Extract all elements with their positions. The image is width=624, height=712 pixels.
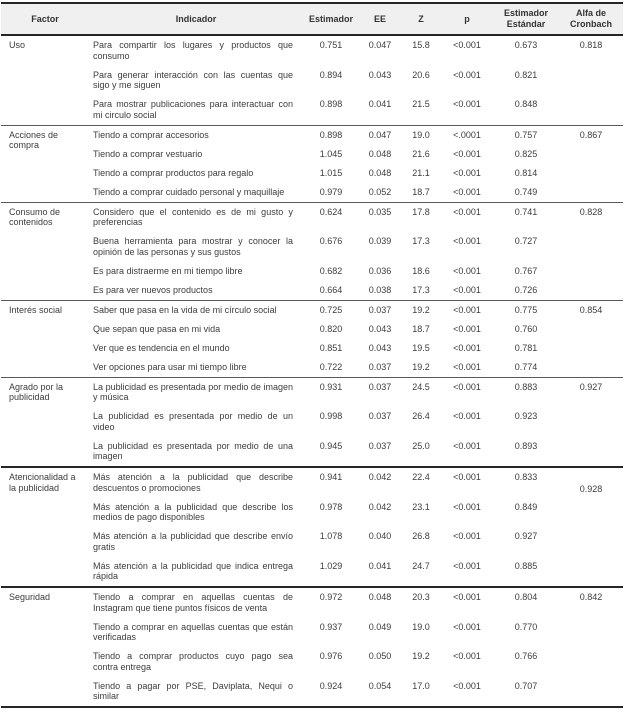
eststd-cell: 0.927 xyxy=(514,531,538,541)
eststd-cell: 0.781 xyxy=(514,342,538,353)
factor-section xyxy=(1,35,623,125)
column-header-ee: EE xyxy=(359,3,401,35)
estimador-cell: 0.979 xyxy=(319,186,343,197)
p-cell: <0.001 xyxy=(453,651,481,661)
eststd-cell: 0.707 xyxy=(514,680,538,691)
estimador-cell: 0.624 xyxy=(303,202,359,232)
z-cell: 24.5 xyxy=(401,377,441,407)
indicador-cell: Más atención a la publicidad que describe los medios de pago disponibles xyxy=(93,501,293,522)
estimador-cell: 0.722 xyxy=(319,361,343,372)
p-cell: <0.001 xyxy=(453,69,481,80)
factor-section xyxy=(1,300,623,377)
estimador-cell: 1.078 xyxy=(319,531,343,541)
indicator-row xyxy=(1,358,623,378)
z-cell: 21.5 xyxy=(412,99,430,109)
indicador-cell: Ver que es tendencia en el mundo xyxy=(93,342,230,353)
z-cell: 17.3 xyxy=(412,236,430,246)
z-cell: 19.2 xyxy=(412,361,430,372)
indicator-row xyxy=(1,320,623,339)
estimador-cell: 0.998 xyxy=(319,411,343,421)
ee-cell: 0.042 xyxy=(368,501,392,512)
factor-section xyxy=(1,377,623,467)
eststd-cell: 0.893 xyxy=(514,440,538,451)
eststd-cell: 0.767 xyxy=(514,265,538,276)
estimador-cell: 0.931 xyxy=(303,377,359,407)
estimador-cell: 0.725 xyxy=(303,300,359,320)
column-header-p: p xyxy=(441,3,493,35)
indicador-cell: Tiendo a pagar por PSE, Daviplata, Nequi o similar xyxy=(93,680,293,701)
indicador-cell: Tiendo a comprar cuidado personal y maquillaje xyxy=(93,186,285,197)
indicator-row xyxy=(1,66,623,96)
indicador-cell: Tiendo a comprar vestuario xyxy=(93,148,203,159)
factor-section xyxy=(1,587,623,707)
p-cell: <0.001 xyxy=(453,265,481,276)
factor-cell: Seguridad xyxy=(1,587,89,707)
indicator-row xyxy=(1,202,623,232)
p-cell: <0.001 xyxy=(441,202,493,232)
ee-cell: 0.047 xyxy=(359,125,401,145)
indicator-row xyxy=(1,467,623,498)
indicator-row xyxy=(1,145,623,164)
z-cell: 19.0 xyxy=(412,621,430,632)
eststd-cell: 0.757 xyxy=(493,125,559,145)
indicador-cell: La publicidad es presentada por medio de un video xyxy=(93,411,293,432)
ee-cell: 0.040 xyxy=(368,531,392,541)
estimador-cell: 0.898 xyxy=(319,99,343,109)
p-cell: <0.001 xyxy=(453,560,481,571)
indicator-row xyxy=(1,95,623,125)
estimador-cell: 0.972 xyxy=(303,587,359,618)
ee-cell: 0.042 xyxy=(359,467,401,498)
indicador-cell: Es para ver nuevos productos xyxy=(93,284,213,295)
eststd-cell: 0.825 xyxy=(514,148,538,159)
z-cell: 20.3 xyxy=(401,587,441,618)
z-cell: 21.1 xyxy=(412,167,430,178)
indicador-cell: La publicidad es presentada por medio de una imagen xyxy=(93,440,293,461)
ee-cell: 0.049 xyxy=(368,621,392,632)
indicador-cell: La publicidad es presentada por medio de imagen y música xyxy=(89,377,303,407)
estimador-cell: 0.751 xyxy=(319,40,343,50)
indicador-cell: Saber que pasa en la vida de mi círculo social xyxy=(89,300,303,320)
eststd-cell: 0.770 xyxy=(514,621,538,632)
ee-cell: 0.052 xyxy=(368,186,392,197)
indicator-row xyxy=(1,300,623,320)
alfa-cronbach-cell: 0.818 xyxy=(579,40,603,50)
ee-cell: 0.047 xyxy=(368,40,392,50)
estimador-cell: 0.978 xyxy=(319,501,343,512)
z-cell: 20.6 xyxy=(412,69,430,80)
indicator-row xyxy=(1,164,623,183)
eststd-cell: 0.821 xyxy=(514,69,538,80)
estimador-cell: 1.045 xyxy=(319,148,343,159)
indicator-row xyxy=(1,377,623,407)
eststd-cell: 0.849 xyxy=(514,501,538,512)
z-cell: 17.8 xyxy=(401,202,441,232)
ee-cell: 0.037 xyxy=(368,411,392,421)
factor-section xyxy=(1,125,623,202)
ee-cell: 0.038 xyxy=(368,284,392,295)
indicador-cell: Tiendo a comprar productos para regalo xyxy=(93,167,254,178)
z-cell: 22.4 xyxy=(401,467,441,498)
indicator-row xyxy=(1,281,623,301)
estimador-cell: 0.894 xyxy=(319,69,343,80)
eststd-cell: 0.774 xyxy=(514,361,538,372)
ee-cell: 0.041 xyxy=(368,99,392,109)
indicador-cell: Más atención a la publicidad que indica entrega rápida xyxy=(93,560,293,581)
indicator-row xyxy=(1,407,623,437)
eststd-cell: 0.749 xyxy=(514,186,538,197)
p-cell: <0.001 xyxy=(441,300,493,320)
p-cell: <0.001 xyxy=(453,411,481,421)
z-cell: 23.1 xyxy=(412,501,430,512)
ee-cell: 0.048 xyxy=(368,167,392,178)
column-header-estimador: Estimador xyxy=(303,3,359,35)
estimador-cell: 0.676 xyxy=(319,236,343,246)
indicador-cell: Para generar interacción con las cuentas que sigo y me siguen xyxy=(93,69,293,90)
indicator-row xyxy=(1,183,623,203)
indicator-row xyxy=(1,618,623,648)
alfa-cronbach-cell: 0.854 xyxy=(559,300,623,377)
p-cell: <0.001 xyxy=(453,323,481,334)
column-header-factor: Factor xyxy=(1,3,89,35)
eststd-cell: 0.673 xyxy=(514,40,538,50)
indicador-cell: Más atención a la publicidad que describe descuentos o promociones xyxy=(89,467,303,498)
ee-cell: 0.043 xyxy=(368,323,392,334)
column-header-z: Z xyxy=(401,3,441,35)
header-row xyxy=(1,3,623,35)
factor-cell: Consumo de contenidos xyxy=(1,202,89,300)
indicador-cell: Tiendo a comprar accesorios xyxy=(89,125,303,145)
p-cell: <0.001 xyxy=(453,186,481,197)
z-cell: 18.6 xyxy=(412,265,430,276)
z-cell: 19.2 xyxy=(412,651,430,661)
p-cell: <0.001 xyxy=(453,501,481,512)
estimador-cell: 0.898 xyxy=(303,125,359,145)
ee-cell: 0.035 xyxy=(359,202,401,232)
alfa-cronbach-cell: 0.928 xyxy=(559,467,623,587)
estimador-cell: 0.976 xyxy=(319,651,343,661)
p-cell: <0.001 xyxy=(453,361,481,372)
eststd-cell: 0.923 xyxy=(514,411,538,421)
p-cell: <0.001 xyxy=(453,342,481,353)
alfa-cronbach-cell: 0.842 xyxy=(559,587,623,707)
eststd-cell: 0.833 xyxy=(493,467,559,498)
z-cell: 25.0 xyxy=(412,440,430,451)
indicator-row xyxy=(1,125,623,145)
z-cell: 18.7 xyxy=(412,323,430,334)
z-cell: 17.0 xyxy=(412,680,430,691)
indicador-cell: Buena herramienta para mostrar y conocer la opinión de las personas y sus gustos xyxy=(93,236,293,257)
indicador-cell: Ver opciones para usar mi tiempo libre xyxy=(93,361,247,372)
p-cell: <0.001 xyxy=(453,284,481,295)
ee-cell: 0.037 xyxy=(359,300,401,320)
column-header-eststd: Estimador Estándar xyxy=(493,3,559,35)
z-cell: 19.2 xyxy=(401,300,441,320)
z-cell: 18.7 xyxy=(412,186,430,197)
table-header xyxy=(1,3,623,35)
indicator-row xyxy=(1,498,623,528)
indicador-cell: Tiendo a comprar productos cuyo pago sea contra entrega xyxy=(93,651,293,672)
indicador-cell: Es para distraerme en mi tiempo libre xyxy=(93,265,243,276)
p-cell: <0.001 xyxy=(453,99,481,109)
indicador-cell: Que sepan que pasa en mi vida xyxy=(93,323,221,334)
ee-cell: 0.043 xyxy=(368,342,392,353)
indicator-row xyxy=(1,557,623,588)
factor-cell: Agrado por la publicidad xyxy=(1,377,89,467)
factor-section xyxy=(1,467,623,587)
z-cell: 26.8 xyxy=(412,531,430,541)
indicator-row xyxy=(1,232,623,262)
p-cell: <0.001 xyxy=(453,531,481,541)
p-cell: <0.001 xyxy=(453,236,481,246)
indicador-cell: Para mostrar publicaciones para interactuar con mi circulo social xyxy=(93,99,293,120)
eststd-cell: 0.848 xyxy=(514,99,538,109)
ee-cell: 0.048 xyxy=(368,148,392,159)
column-header-indicador: Indicador xyxy=(89,3,303,35)
estimador-cell: 0.682 xyxy=(319,265,343,276)
indicator-row xyxy=(1,677,623,708)
indicator-row xyxy=(1,647,623,677)
ee-cell: 0.054 xyxy=(368,680,392,691)
indicator-row xyxy=(1,262,623,281)
indicator-row xyxy=(1,339,623,358)
eststd-cell: 0.741 xyxy=(493,202,559,232)
factor-cell: Atencionalidad a la publicidad xyxy=(1,467,89,587)
factor-section xyxy=(1,202,623,300)
indicator-row xyxy=(1,437,623,468)
z-cell: 24.7 xyxy=(412,560,430,571)
ee-cell: 0.048 xyxy=(359,587,401,618)
estimador-cell: 1.029 xyxy=(319,560,343,571)
indicador-cell: Más atención a la publicidad que describe envío gratis xyxy=(93,531,293,552)
z-cell: 15.8 xyxy=(412,40,430,50)
ee-cell: 0.037 xyxy=(368,440,392,451)
alfa-cronbach-cell: 0.927 xyxy=(559,377,623,467)
eststd-cell: 0.726 xyxy=(514,284,538,295)
indicator-row xyxy=(1,527,623,557)
indicator-row xyxy=(1,35,623,66)
p-cell: <0.001 xyxy=(441,377,493,407)
eststd-cell: 0.727 xyxy=(514,236,538,246)
alfa-cronbach-cell: 0.828 xyxy=(559,202,623,300)
eststd-cell: 0.760 xyxy=(514,323,538,334)
z-cell: 19.5 xyxy=(412,342,430,353)
eststd-cell: 0.883 xyxy=(493,377,559,407)
p-cell: <0.001 xyxy=(453,440,481,451)
estimador-cell: 0.924 xyxy=(319,680,343,691)
z-cell: 19.0 xyxy=(401,125,441,145)
ee-cell: 0.039 xyxy=(368,236,392,246)
estimador-cell: 0.664 xyxy=(319,284,343,295)
p-cell: <0.001 xyxy=(453,148,481,159)
factor-cell: Interés social xyxy=(1,300,89,377)
estimador-cell: 0.941 xyxy=(303,467,359,498)
z-cell: 21.6 xyxy=(412,148,430,159)
estimador-cell: 0.851 xyxy=(319,342,343,353)
p-cell: <0.001 xyxy=(441,587,493,618)
factor-cell: Acciones de compra xyxy=(1,125,89,202)
p-cell: <0.001 xyxy=(453,40,481,50)
indicador-cell: Tiendo a comprar en aquellas cuentas que están verificadas xyxy=(93,621,293,642)
indicator-row xyxy=(1,587,623,618)
ee-cell: 0.043 xyxy=(368,69,392,80)
ee-cell: 0.050 xyxy=(368,651,392,661)
z-cell: 26.4 xyxy=(412,411,430,421)
estimador-cell: 0.820 xyxy=(319,323,343,334)
eststd-cell: 0.766 xyxy=(514,651,538,661)
estimador-cell: 0.937 xyxy=(319,621,343,632)
estimador-cell: 1.015 xyxy=(319,167,343,178)
estimador-cell: 0.945 xyxy=(319,440,343,451)
p-cell: <.0001 xyxy=(441,125,493,145)
alfa-cronbach-cell: 0.867 xyxy=(559,125,623,202)
eststd-cell: 0.804 xyxy=(493,587,559,618)
ee-cell: 0.037 xyxy=(368,361,392,372)
p-cell: <0.001 xyxy=(453,680,481,691)
indicador-cell: Para compartir los lugares y productos que consumo xyxy=(93,40,293,61)
column-header-alfa: Alfa de Cronbach xyxy=(559,3,623,35)
p-cell: <0.001 xyxy=(453,167,481,178)
results-table xyxy=(1,2,623,708)
z-cell: 17.3 xyxy=(412,284,430,295)
indicador-cell: Tiendo a comprar en aquellas cuentas de Instagram que tiene puntos físicos de venta xyxy=(89,587,303,618)
ee-cell: 0.037 xyxy=(359,377,401,407)
ee-cell: 0.036 xyxy=(368,265,392,276)
eststd-cell: 0.885 xyxy=(514,560,538,571)
eststd-cell: 0.775 xyxy=(493,300,559,320)
indicador-cell: Considero que el contenido es de mi gusto y preferencias xyxy=(89,202,303,232)
p-cell: <0.001 xyxy=(453,621,481,632)
p-cell: <0.001 xyxy=(441,467,493,498)
eststd-cell: 0.814 xyxy=(514,167,538,178)
ee-cell: 0.041 xyxy=(368,560,392,571)
factor-cell: Uso xyxy=(9,40,26,50)
